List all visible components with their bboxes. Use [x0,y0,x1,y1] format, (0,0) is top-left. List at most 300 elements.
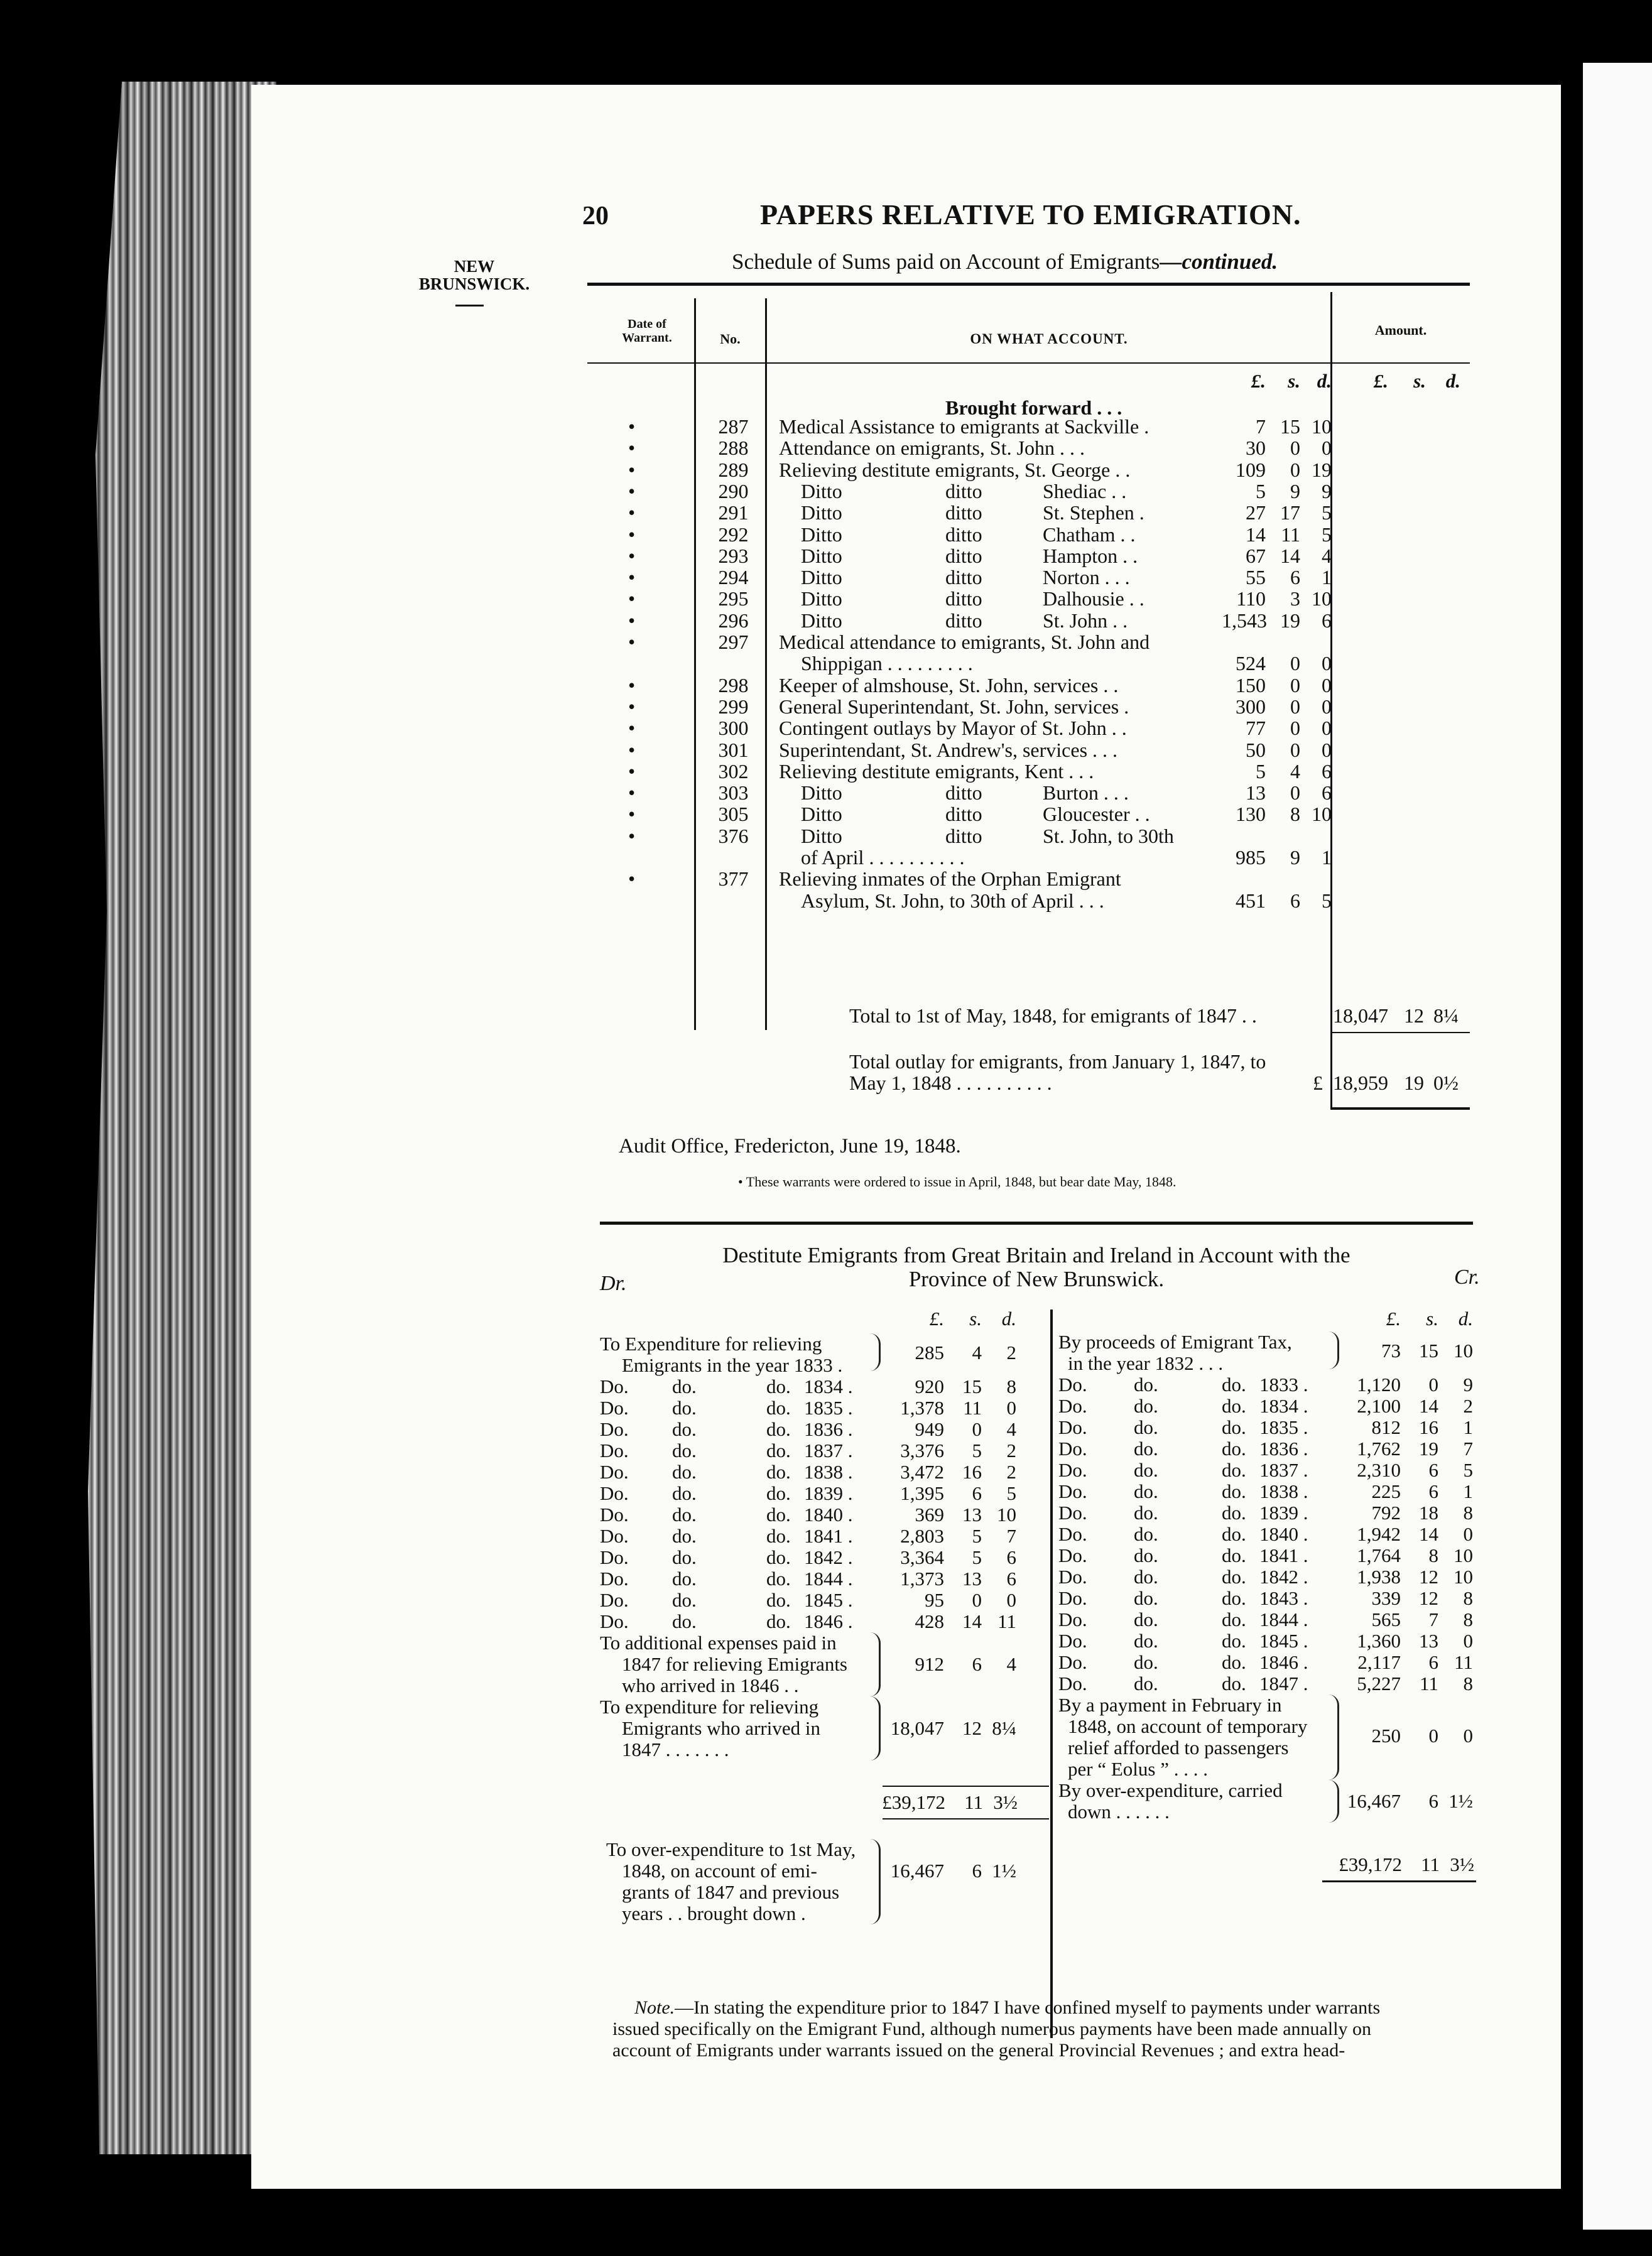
year: 1844 . [804,1568,853,1590]
money-amount [1341,1791,1473,1812]
amount-pounds: 18,047 [1333,1004,1388,1027]
warrant-number: 299 [718,695,749,718]
credit-line: By proceeds of Emigrant Tax, [1058,1331,1292,1353]
do-word: do. [1134,1502,1158,1524]
amount-shillings: 0 [972,1418,982,1440]
amount-pounds: 2,100 [1357,1395,1401,1417]
row-amount [1222,524,1332,545]
amount-shillings: 19 [1280,609,1300,632]
brought-forward: Brought forward . . . [945,396,1122,419]
money-pence: d. [1445,370,1460,392]
warrant-mark: • [628,609,636,632]
money-amount [884,1419,1016,1440]
do-word: do. [1134,1544,1158,1566]
warrant-mark: • [628,566,636,589]
money-shilling: s. [1288,370,1300,392]
account-description-cont: of April . . . . . . . . . . [801,846,965,869]
year: 1841 . [804,1525,853,1547]
note-line: account of Emigrants under warrants issued on the general Provincial Revenues ; and extra head- [612,2040,1345,2061]
amount-pounds: 339 [1371,1587,1401,1609]
amount-pounds: 50 [1246,738,1266,761]
amount-shillings: 0 [1290,781,1300,805]
do-word: do. [1222,1459,1246,1481]
do-word: Do. [600,1504,629,1526]
amount-shillings: 12 [1404,1004,1424,1027]
money-shilling: s. [1413,370,1426,392]
do-word: do. [1134,1630,1158,1652]
amount-shillings: 4 [972,1342,982,1364]
amount-pence: 6 [1322,609,1332,632]
brace-mark [870,1839,881,1924]
do-word: Do. [600,1568,629,1590]
ditto-word: Ditto [801,587,842,610]
row-amount [1222,761,1332,782]
ditto-word: ditto [945,587,982,610]
do-word: do. [1134,1480,1158,1502]
row-amount [1222,717,1332,739]
do-word: do. [1134,1374,1158,1396]
note-line: —In stating the expenditure prior to 1847 I have confined myself to payments under warrants [675,1997,1381,2018]
year: 1842 . [1259,1566,1308,1588]
amount-shillings: 0 [972,1589,982,1611]
total-rule-2 [1330,1107,1470,1110]
money-amount [884,1342,1016,1364]
do-word: do. [672,1397,697,1419]
amount-pence: 8 [1463,1587,1473,1609]
carried-line: years . . brought down . [622,1902,806,1924]
do-word: do. [672,1375,697,1397]
account-description-cont: Asylum, St. John, to 30th of April . . . [801,889,1104,912]
year: 1841 . [1259,1544,1308,1566]
amount-pence: 2 [1006,1461,1016,1483]
money-amount [884,1590,1016,1611]
ditto-word: ditto [945,479,982,502]
amount-shillings: 6 [972,1860,982,1882]
amount-pounds: 428 [915,1610,944,1632]
money-amount [1341,1340,1473,1362]
do-word: do. [1134,1566,1158,1588]
header-date-line: Warrant. [622,331,672,345]
amount-shillings: 11 [964,1791,983,1813]
year: 1846 . [804,1610,853,1632]
amount-pence: 0 [1322,738,1332,761]
amount-pounds: 1,762 [1357,1438,1401,1460]
debit-line: 1847 . . . . . . . [622,1738,729,1760]
amount-shillings: 5 [972,1440,982,1462]
warrant-mark: • [628,695,636,718]
account-description-cont: Shippigan . . . . . . . . . [801,652,973,675]
amount-pence: 7 [1463,1438,1473,1460]
do-word: do. [766,1375,791,1397]
amount-shillings: 15 [962,1375,982,1397]
year: 1834 . [1259,1395,1308,1417]
do-word: do. [1222,1544,1246,1566]
amount-pence: 8 [1463,1608,1473,1630]
credit-line: down . . . . . . [1068,1801,1170,1823]
year: 1845 . [1259,1630,1308,1652]
ditto-word: ditto [945,544,982,567]
do-word: do. [1134,1523,1158,1545]
warrant-mark: • [628,523,636,546]
amount-shillings: 5 [972,1525,982,1547]
cr-label: Cr. [1454,1266,1480,1289]
amount-pounds: 1,373 [900,1568,944,1590]
amount-pence: 5 [1006,1482,1016,1504]
amount-shillings: 4 [1290,759,1300,783]
year: 1843 . [1259,1587,1308,1609]
year: 1840 . [1259,1523,1308,1545]
warrant-number: 302 [718,759,749,783]
amount-pence: 1½ [1448,1790,1473,1812]
header-date [603,317,691,345]
amount-pounds: 2,803 [900,1525,944,1547]
do-word: Do. [600,1525,629,1547]
page-title: PAPERS RELATIVE TO EMIGRATION. [760,198,1301,230]
amount-shillings: 0 [1290,738,1300,761]
money-amount [884,1526,1016,1547]
amount-pounds: 110 [1236,587,1266,610]
amount-pounds: 5 [1256,759,1266,783]
amount-pence: 0½ [1433,1071,1459,1094]
ditto-word: Ditto [801,523,842,546]
account-description: Relieving inmates of the Orphan Emigrant [779,867,1121,891]
do-word: Do. [1058,1416,1087,1438]
money-amount [884,1397,1016,1419]
amount-pence: 5 [1322,501,1332,524]
margin-label-line: NEW [454,257,495,276]
ditto-word: Ditto [801,566,842,589]
year: 1833 . [1259,1374,1308,1396]
warrant-number: 291 [718,501,749,524]
warrant-number: 305 [718,803,749,826]
year: 1845 . [804,1589,853,1611]
money-amount [884,1654,1016,1675]
ditto-word: ditto [945,824,982,847]
amount-shillings: 14 [1419,1395,1438,1417]
account-center-rule [1050,1310,1053,2038]
amount-pence: 10 [1312,587,1332,610]
amount-shillings: 19 [1404,1071,1424,1094]
account-title-line: Province of New Brunswick. [908,1267,1165,1291]
amount-pounds: 16,467 [890,1860,944,1882]
amount-pounds: 5,227 [1357,1673,1401,1695]
amount-pence: 6 [1322,781,1332,805]
year: 1839 . [1259,1502,1308,1524]
do-word: do. [1222,1502,1246,1524]
account-description: Superintendant, St. Andrew's, services . . . [779,738,1118,761]
warrant-mark: • [628,673,636,697]
ditto-word: Ditto [801,479,842,502]
amount-pounds: 5 [1256,479,1266,502]
amount-pence: 10 [1454,1544,1473,1566]
debit-line: To Expenditure for relieving [600,1333,822,1355]
amount-pence: 0 [1463,1725,1473,1747]
warrant-mark: • [628,738,636,761]
ditto-word: ditto [945,781,982,805]
account-description: General Superintendant, St. John, services . [779,695,1129,718]
note-line: issued specifically on the Emigrant Fund, although numerous payments have been made annually on [612,2019,1372,2039]
do-word: Do. [600,1610,629,1632]
amount-shillings: 6 [1428,1459,1438,1481]
amount-shillings: 6 [1428,1480,1438,1502]
money-amount [884,1376,1016,1397]
do-word: do. [672,1568,697,1590]
year: 1835 . [804,1397,853,1419]
do-word: Do. [1058,1374,1087,1396]
amount-pence: 0 [1006,1397,1016,1419]
row-amount [1222,480,1332,502]
do-word: Do. [1058,1395,1087,1417]
do-word: do. [1134,1587,1158,1609]
money-amount [1341,1460,1473,1481]
warrant-mark: • [628,501,636,524]
do-word: do. [1222,1438,1246,1460]
amount-pence: 11 [1454,1651,1473,1673]
amount-pounds: 14 [1246,523,1266,546]
amount-pounds: 3,364 [900,1546,944,1568]
schedule-title [732,249,1278,274]
amount-pence: 2 [1006,1440,1016,1462]
warrant-mark: • [628,824,636,847]
do-word: do. [1222,1480,1246,1502]
do-word: Do. [1058,1673,1087,1695]
year: 1834 . [804,1375,853,1397]
do-word: Do. [1058,1608,1087,1630]
amount-pence: 10 [997,1504,1016,1526]
brace-mark [1329,1331,1339,1369]
do-word: Do. [1058,1438,1087,1460]
page-number: 20 [582,202,609,230]
amount-pounds: 95 [925,1589,944,1611]
money-header-left [1222,371,1332,392]
amount-pence: 8 [1006,1375,1016,1397]
do-word: do. [672,1440,697,1462]
document-page [251,85,1561,2189]
warrant-number: 294 [718,566,749,589]
amount-shillings: 15 [1280,415,1300,438]
amount-shillings: 0 [1428,1725,1438,1747]
money-amount [884,1462,1016,1483]
do-word: do. [1134,1395,1158,1417]
row-amount [1222,545,1332,567]
money-header-right [1338,371,1460,392]
amount-pence: 1 [1463,1416,1473,1438]
place-name: Burton . . . [1043,781,1129,805]
dr-label: Dr. [600,1272,627,1295]
amount-pence: 3½ [993,1791,1018,1813]
amount-shillings: 14 [962,1610,982,1632]
money-amount [884,1504,1016,1526]
header-amount: Amount. [1374,322,1427,338]
do-word: do. [672,1482,697,1504]
total-outlay-amount [1333,1072,1459,1093]
money-amount [1341,1438,1473,1460]
amount-shillings: 0 [1290,673,1300,697]
amount-pence: 0 [1322,673,1332,697]
credit-money-header [1341,1308,1473,1330]
brace-mark [1329,1780,1339,1823]
do-word: do. [766,1461,791,1483]
amount-pence: 1 [1322,566,1332,589]
amount-pounds: 18,047 [890,1717,944,1739]
amount-shillings: 13 [962,1504,982,1526]
credit-line: By a payment in February in [1058,1694,1282,1716]
warrant-mark: • [628,803,636,826]
total-outlay-pound-sign: £ [1313,1071,1323,1094]
amount-pence: 0 [1463,1523,1473,1545]
do-word: Do. [600,1375,629,1397]
row-amount [1222,416,1332,437]
carried-line: To over-expenditure to 1st May, [606,1838,856,1860]
do-word: do. [766,1546,791,1568]
money-pence: d. [1001,1308,1016,1330]
warrant-number: 300 [718,717,749,740]
ditto-word: Ditto [801,501,842,524]
amount-pounds: 13 [1246,781,1266,805]
amount-pounds: 1,764 [1357,1544,1401,1566]
ditto-word: Ditto [801,803,842,826]
amount-pounds: 369 [915,1504,944,1526]
place-name: Chatham . . [1043,523,1136,546]
year: 1839 . [804,1482,853,1504]
amount-shillings: 6 [1290,889,1300,912]
ditto-word: Ditto [801,781,842,805]
money-amount [884,1440,1016,1462]
warrant-mark: • [628,437,636,460]
amount-pounds: 250 [1371,1725,1401,1747]
warrant-number: 289 [718,458,749,481]
amount-pounds: 77 [1246,717,1266,740]
money-amount [884,1483,1016,1504]
do-word: do. [672,1546,697,1568]
place-name: Hampton . . [1043,544,1138,567]
warrant-mark: • [628,415,636,438]
do-word: do. [1222,1587,1246,1609]
money-pence: d. [1458,1308,1473,1330]
brace-mark [1329,1695,1339,1780]
amount-pence: 1½ [992,1860,1016,1882]
warrant-number: 303 [718,781,749,805]
amount-pounds: 1,543 [1222,609,1267,632]
amount-pence: 0 [1322,437,1332,460]
do-word: do. [672,1504,697,1526]
account-top-rule [600,1222,1473,1225]
do-word: Do. [1058,1523,1087,1545]
year: 1846 . [1259,1651,1308,1673]
do-word: do. [1134,1459,1158,1481]
money-pound: £. [1251,370,1266,392]
year: 1837 . [1259,1459,1308,1481]
amount-pence: 11 [997,1610,1016,1632]
money-amount [1330,1854,1474,1875]
audit-office: Audit Office, Fredericton, June 19, 1848. [619,1135,961,1158]
do-word: do. [672,1589,697,1611]
account-description: Relieving destitute emigrants, Kent . . . [779,759,1094,783]
row-amount [1222,459,1332,480]
warrant-number: 301 [718,738,749,761]
amount-shillings: 0 [1428,1374,1438,1396]
brace-mark [870,1696,881,1760]
place-name: St. John, to 30th [1043,824,1174,847]
money-amount [1341,1588,1473,1609]
money-amount [1341,1673,1473,1695]
row-amount [1222,588,1332,609]
note-label: Note. [634,1997,675,2018]
note-paragraph [612,1997,1652,2061]
amount-pence: 10 [1312,415,1332,438]
amount-pounds: 912 [915,1653,944,1675]
do-word: do. [1222,1630,1246,1652]
do-word: Do. [1058,1459,1087,1481]
account-description: Medical attendance to emigrants, St. John and [779,631,1150,653]
money-amount [1341,1725,1473,1747]
amount-shillings: 6 [1428,1651,1438,1673]
amount-pence: 0 [1322,695,1332,718]
amount-pounds: 73 [1381,1340,1401,1362]
debit-money-header [884,1308,1016,1330]
do-word: do. [672,1418,697,1440]
do-word: Do. [1058,1544,1087,1566]
amount-shillings: 7 [1428,1608,1438,1630]
do-word: Do. [1058,1651,1087,1673]
amount-shillings: 9 [1290,846,1300,869]
amount-pounds: 1,360 [1357,1630,1401,1652]
year: 1837 . [804,1440,853,1462]
amount-pence: 4 [1006,1653,1016,1675]
warrant-mark: • [628,458,636,481]
money-amount [1341,1566,1473,1588]
row-amount [1222,847,1332,868]
do-word: do. [1222,1416,1246,1438]
do-word: Do. [600,1546,629,1568]
do-word: Do. [1058,1566,1087,1588]
schedule-header-rule [587,362,1470,364]
carried-line: 1848, on account of emi- [622,1860,817,1882]
do-word: do. [1222,1673,1246,1695]
amount-pounds: 7 [1256,415,1266,438]
row-amount [1222,675,1332,696]
amount-shillings: 11 [1420,1673,1438,1695]
ditto-word: ditto [945,523,982,546]
amount-shillings: 0 [1290,437,1300,460]
warrant-mark: • [628,781,636,805]
amount-pounds: 565 [1371,1608,1401,1630]
do-word: do. [1222,1566,1246,1588]
margin-rule [455,305,484,306]
do-word: do. [766,1482,791,1504]
amount-pounds: 225 [1371,1480,1401,1502]
amount-pounds: 55 [1246,566,1266,589]
amount-shillings: 15 [1419,1340,1438,1362]
amount-shillings: 12 [962,1717,982,1739]
amount-shillings: 12 [1419,1566,1438,1588]
money-amount [1341,1630,1473,1652]
amount-pence: 19 [1312,458,1332,481]
debit-line: Emigrants who arrived in [622,1717,820,1739]
amount-pence: 8¼ [992,1717,1016,1739]
amount-shillings: 16 [1419,1416,1438,1438]
amount-pence: 5 [1463,1459,1473,1481]
do-word: do. [766,1589,791,1611]
amount-pence: 5 [1322,889,1332,912]
money-shilling: s. [969,1308,982,1330]
ditto-word: ditto [945,566,982,589]
year: 1835 . [1259,1416,1308,1438]
do-word: Do. [1058,1630,1087,1652]
amount-shillings: 16 [962,1461,982,1483]
year: 1836 . [1259,1438,1308,1460]
amount-pence: 5 [1322,523,1332,546]
